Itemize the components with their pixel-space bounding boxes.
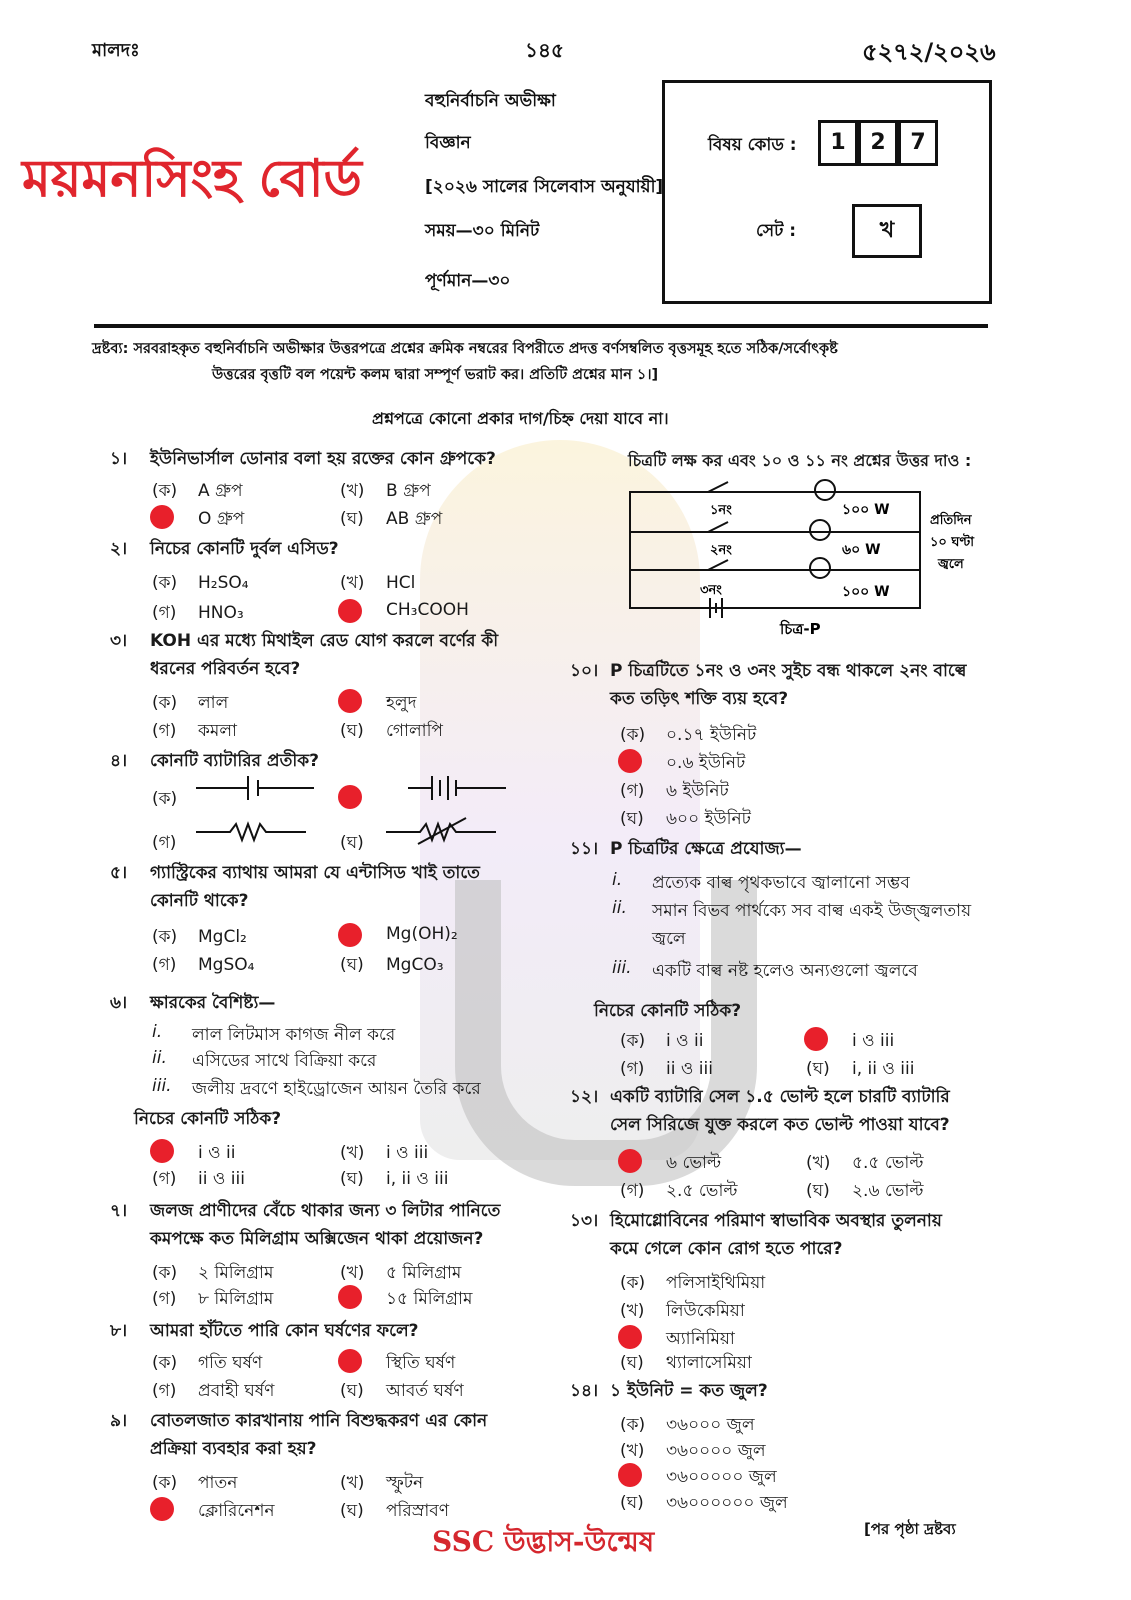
question-number: ৮। (110, 1321, 128, 1341)
option[interactable] (152, 718, 237, 746)
option[interactable] (620, 1438, 766, 1466)
option-text: লাল (198, 693, 229, 713)
marked-answer-icon (338, 785, 362, 809)
question-number: ১১। (570, 839, 599, 859)
option[interactable] (620, 1490, 788, 1518)
option-text: পরিস্রাবণ (386, 1501, 450, 1521)
option-label: (ক) (152, 481, 178, 501)
option-label: (খ) (620, 1441, 645, 1461)
switch-1-label: ১নং (710, 503, 732, 518)
option-label: (গ) (152, 955, 177, 975)
next-page-note: [পর পৃষ্ঠা দ্রষ্টব্য (864, 1520, 956, 1538)
option-text: ২.৫ ভোল্ট (666, 1181, 738, 1201)
bulb-1-label: ১০০ W (842, 502, 890, 518)
question-text: কমপক্ষে কত মিলিগ্রাম অক্সিজেন থাকা প্রয়োজন? (150, 1229, 484, 1249)
question-text: জলজ প্রাণীদের বেঁচে থাকার জন্য ৩ লিটার পানিতে (150, 1201, 501, 1221)
option-text: A গ্রুপ (198, 481, 243, 501)
statement-numeral: ii. (152, 1048, 167, 1068)
diagram-caption: চিত্রটি লক্ষ কর এবং ১০ ও ১১ নং প্রশ্নের উত্তর দাও : (628, 451, 972, 470)
option-text: ৫.৫ ভোল্ট (852, 1153, 924, 1173)
question-text: সেল সিরিজে যুক্ত করলে কত ভোল্ট পাওয়া যাবে? (610, 1115, 950, 1135)
question-number: ২। (110, 539, 128, 559)
statement-text: একটি বাল্ব নষ্ট হলেও অন্যগুলো জ্বলবে (652, 961, 918, 981)
option-label: (ঘ) (620, 1353, 644, 1373)
diagram-note-1: প্রতিদিন (930, 513, 972, 528)
option-label: (ক) (152, 789, 178, 809)
question-text: ধরনের পরিবর্তন হবে? (150, 659, 301, 679)
question-number: ৩। (110, 631, 128, 651)
question-text: P চিত্রটিতে ১নং ও ৩নং সুইচ বন্ধ থাকলে ২নং বাল্বে (610, 661, 967, 681)
page-number: ১৪৫ (525, 38, 564, 62)
option-text: হলুদ (386, 693, 417, 713)
option-label: (খ) (340, 1143, 365, 1163)
question-text: ইউনিভার্সাল ডোনার বলা হয় রক্তের কোন গ্রুপকে? (150, 449, 496, 469)
exam-time: সময়—৩০ মিনিট (425, 221, 540, 241)
statement-text: জলীয় দ্রবণে হাইড্রোজেন আয়ন তৈরি করে (192, 1079, 481, 1099)
option-text: লিউকেমিয়া (666, 1301, 745, 1321)
option-label: (গ) (152, 1169, 177, 1189)
option[interactable] (340, 1166, 448, 1194)
question-text: ক্ষারকের বৈশিষ্ট্য— (150, 993, 276, 1013)
option-label: (খ) (806, 1153, 831, 1173)
option[interactable] (340, 1498, 449, 1526)
question-ask: নিচের কোনটি সঠিক? (134, 1109, 282, 1129)
option-label: (ঘ) (340, 955, 364, 975)
option[interactable] (620, 1464, 777, 1492)
marked-answer-icon (150, 505, 174, 529)
option-text: ৩৬০০০০ জুল (666, 1441, 766, 1461)
code-digit-1: 1 (818, 120, 858, 166)
option-label: (ক) (152, 693, 178, 713)
board-title: ময়মনসিংহ বোর্ড (22, 148, 362, 209)
option[interactable] (340, 506, 442, 534)
option-text: ক্লোরিনেশন (198, 1501, 275, 1521)
option-text: গোলাপি (386, 721, 443, 741)
set-label: সেট : (756, 221, 797, 241)
marked-answer-icon (150, 1497, 174, 1521)
question-text: একটি ব্যাটারি সেল ১.৫ ভোল্ট হলে চারটি ব্যাটারি (610, 1087, 950, 1107)
option-text: কমলা (198, 721, 237, 741)
option[interactable] (152, 786, 198, 814)
option-text: আবর্ত ঘর্ষণ (386, 1381, 464, 1401)
marked-answer-icon (618, 1463, 642, 1487)
full-marks: পূর্ণমান—৩০ (425, 271, 511, 291)
option-label: (ঘ) (340, 509, 364, 529)
marked-answer-icon (804, 1027, 828, 1051)
statement-text: এসিডের সাথে বিক্রিয়া করে (192, 1051, 377, 1071)
question-text: কোনটি থাকে? (150, 891, 249, 911)
subject-code-label: বিষয় কোড : (708, 135, 797, 155)
option[interactable] (340, 1260, 461, 1288)
option-text: HCl (386, 573, 416, 593)
option-label: (ঘ) (620, 809, 644, 829)
question-number: ৬। (110, 993, 128, 1013)
option-label: (গ) (152, 833, 177, 853)
option[interactable] (620, 1056, 713, 1084)
marked-answer-icon (618, 1149, 642, 1173)
option-text: i ও ii (666, 1031, 704, 1051)
option-label: (গ) (152, 1289, 177, 1309)
option-label: (ক) (620, 1415, 646, 1435)
option-label: (খ) (340, 481, 365, 501)
option-label: (ক) (152, 1353, 178, 1373)
option-text: ii ও iii (666, 1059, 713, 1079)
question-text: কমে গেলে কোন রোগ হতে পারে? (610, 1239, 843, 1259)
option-text: পাতন (198, 1473, 238, 1493)
option[interactable] (152, 1470, 237, 1498)
option-text: অ্যানিমিয়া (666, 1329, 735, 1349)
option-label: (ঘ) (340, 1381, 364, 1401)
option-text: i, ii ও iii (852, 1059, 915, 1079)
question-number: ১৪। (570, 1381, 599, 1401)
header-code: ৫২৭২/২০২৬ (862, 38, 996, 66)
switch-2-label: ২নং (710, 543, 732, 558)
code-digit-2: 2 (858, 120, 898, 166)
statement-numeral: i. (612, 870, 623, 890)
diagram-note-2: ১০ ঘণ্টা (930, 535, 974, 550)
option[interactable] (620, 1270, 765, 1298)
option-text: ২.৬ ভোল্ট (852, 1181, 924, 1201)
question-text: কত তড়িৎ শক্তি ব্যয় হবে? (610, 689, 789, 709)
question-text: কোনটি ব্যাটারির প্রতীক? (150, 751, 319, 771)
question-text: P চিত্রটির ক্ষেত্রে প্রযোজ্য— (610, 839, 802, 859)
option[interactable] (620, 1178, 738, 1206)
option[interactable] (152, 600, 244, 628)
option[interactable] (152, 1286, 273, 1314)
option-text: ৮ মিলিগ্রাম (198, 1289, 274, 1309)
option-label: (ক) (152, 1473, 178, 1493)
statement-numeral: iii. (612, 958, 632, 978)
option-text: HNO₃ (198, 603, 244, 623)
option-text: পলিসাইথিমিয়া (666, 1273, 766, 1293)
option[interactable] (620, 1298, 745, 1326)
option-text: MgSO₄ (198, 955, 255, 975)
option[interactable] (340, 1470, 423, 1498)
bulb-2-label: ৬০ W (842, 542, 881, 558)
option-label: (খ) (620, 1301, 645, 1321)
option-label: (ঘ) (340, 721, 364, 741)
question-number: ৯। (110, 1411, 128, 1431)
bulb-3-label: ১০০ W (842, 584, 890, 600)
option-label: (ক) (152, 1263, 178, 1283)
option-text: গতি ঘর্ষণ (198, 1353, 263, 1373)
option-text: প্রবাহী ঘর্ষণ (198, 1381, 275, 1401)
header-divider (94, 324, 988, 328)
option-label: (ক) (620, 1273, 646, 1293)
question-text: গ্যাস্ট্রিকের ব্যাথায় আমরা যে এন্টাসিড খাই তাতে (150, 863, 480, 883)
option-text: ৫ মিলিগ্রাম (386, 1263, 462, 1283)
option-label: (গ) (152, 721, 177, 741)
option-text: H₂SO₄ (198, 573, 249, 593)
marked-answer-icon (338, 689, 362, 713)
statement-numeral: iii. (152, 1076, 172, 1096)
option[interactable] (152, 478, 243, 506)
option[interactable] (152, 690, 228, 718)
option[interactable] (152, 952, 254, 980)
switch-3-label: ৩নং (700, 583, 722, 598)
option[interactable] (152, 830, 198, 858)
marked-answer-icon (338, 923, 362, 947)
question-ask: নিচের কোনটি সঠিক? (594, 1001, 742, 1021)
statement-numeral: ii. (612, 898, 627, 918)
option-label: (গ) (152, 603, 177, 623)
question-text: হিমোগ্লোবিনের পরিমাণ স্বাভাবিক অবস্থার তুলনায় (610, 1211, 942, 1231)
question-text: KOH এর মধ্যে মিথাইল রেড যোগ করলে বর্ণের কী (150, 631, 499, 651)
option-label: (ঘ) (806, 1059, 830, 1079)
option[interactable] (806, 1056, 914, 1084)
option-text: ii ও iii (198, 1169, 245, 1189)
subject-name: বিজ্ঞান (425, 133, 471, 153)
option[interactable] (340, 1140, 428, 1168)
option-label: (খ) (340, 1473, 365, 1493)
option-label: (খ) (340, 573, 365, 593)
option[interactable] (340, 830, 386, 858)
option-text: O গ্রুপ (198, 509, 245, 529)
option[interactable] (340, 570, 415, 598)
option-label: (ঘ) (340, 1169, 364, 1189)
marked-answer-icon (338, 1285, 362, 1309)
option-text: CH₃COOH (386, 600, 469, 620)
option-text: ১৫ মিলিগ্রাম (386, 1289, 473, 1309)
option[interactable] (152, 1260, 273, 1288)
option[interactable] (340, 478, 431, 506)
option-text: স্ফুটন (386, 1473, 424, 1493)
option-label: (ক) (152, 573, 178, 593)
option-text: AB গ্রুপ (386, 509, 443, 529)
option-label: (ঘ) (620, 1493, 644, 1513)
marked-answer-icon (338, 599, 362, 623)
option-text: i, ii ও iii (386, 1169, 449, 1189)
option[interactable] (152, 1166, 245, 1194)
option[interactable] (340, 718, 443, 746)
option-label: (গ) (620, 1181, 645, 1201)
option-text: ৩৬০০০০০ জুল (666, 1467, 777, 1487)
option-label: (ক) (620, 725, 646, 745)
statement-text: জ্বলে (652, 929, 686, 949)
option[interactable] (620, 1412, 755, 1440)
instruction-line-3: প্রশ্নপত্রে কোনো প্রকার দাগ/চিহ্ন দেয়া যাবে না। (372, 409, 669, 428)
statement-text: লাল লিটমাস কাগজ নীল করে (192, 1025, 396, 1045)
option-text: i ও iii (852, 1031, 895, 1051)
option-text: MgCO₃ (386, 955, 444, 975)
exam-type: বহুনির্বাচনি অভীক্ষা (425, 91, 556, 111)
footer-brand: SSC উদ্ভাস-উন্মেষ (432, 1525, 655, 1558)
question-text: প্রক্রিয়া ব্যবহার করা হয়? (150, 1439, 317, 1459)
option[interactable] (806, 1150, 923, 1178)
option-text: ৩৬০০০০০০ জুল (666, 1493, 788, 1513)
question-text: আমরা হাঁটতে পারি কোন ঘর্ষণের ফলে? (150, 1321, 419, 1341)
option[interactable] (620, 806, 751, 834)
option[interactable] (152, 1350, 262, 1378)
option-label: (গ) (152, 1381, 177, 1401)
question-text: নিচের কোনটি দুর্বল এসিড? (150, 539, 339, 559)
option-label: (ঘ) (340, 1501, 364, 1521)
question-number: ১২। (570, 1087, 599, 1107)
option-text: ২ মিলিগ্রাম (198, 1263, 274, 1283)
option-text: ৬ ভোল্ট (666, 1153, 722, 1173)
option-text: ৬ ইউনিট (666, 781, 729, 801)
option-label: (গ) (620, 1059, 645, 1079)
question-text: বোতলজাত কারখানায় পানি বিশুদ্ধকরণ এর কোন (150, 1411, 488, 1431)
option-text: ৬০০ ইউনিট (666, 809, 751, 829)
option-label: (ক) (152, 927, 178, 947)
question-number: ৭। (110, 1201, 128, 1221)
option-text: B গ্রুপ (386, 481, 431, 501)
diagram-note-3: জ্বলে (938, 557, 964, 572)
marked-answer-icon (338, 1349, 362, 1373)
option-text: স্থিতি ঘর্ষণ (386, 1353, 456, 1373)
option[interactable] (620, 1028, 704, 1056)
option-label: (ক) (620, 1031, 646, 1051)
instruction-line-2: উত্তরের বৃত্তটি বল পয়েন্ট কলম দ্বারা সম্পূর্ণ ভরাট কর। প্রতিটি প্রশ্নের মান ১।] (212, 367, 659, 383)
option[interactable] (340, 952, 444, 980)
header-left: মালদঃ (92, 40, 140, 61)
option[interactable] (620, 1350, 752, 1378)
option-text: ৩৬০০০ জুল (666, 1415, 755, 1435)
statement-text: প্রত্যেক বাল্ব পৃথকভাবে জ্বালানো সম্ভব (652, 873, 910, 893)
option-label: (খ) (340, 1263, 365, 1283)
set-value: খ (852, 204, 922, 258)
question-number: ৪। (110, 751, 128, 771)
statement-numeral: i. (152, 1022, 163, 1042)
marked-answer-icon (150, 1139, 174, 1163)
option-text: i ও ii (198, 1143, 236, 1163)
question-number: ১। (110, 449, 128, 469)
question-number: ৫। (110, 863, 128, 883)
option[interactable] (152, 570, 249, 598)
statement-text: সমান বিভব পার্থক্যে সব বাল্ব একই উজ্জ্বলতায় (652, 901, 972, 921)
question-number: ১৩। (570, 1211, 599, 1231)
instruction-line-1: দ্রষ্টব্য: সরবরাহকৃত বহুনির্বাচনি অভীক্ষার উত্তরপত্রে প্রশ্নের ক্রমিক নম্বরের বিপরীতে প্রদত্ত বর্ণসম্বলিত বৃত্তসমূহ হতে সঠিক/সর্বোৎকৃষ্ট (92, 341, 838, 357)
option[interactable] (340, 1378, 464, 1406)
option-text: থ্যালাসেমিয়া (666, 1353, 752, 1373)
marked-answer-icon (618, 749, 642, 773)
option[interactable] (152, 1378, 274, 1406)
option-text: ০.১৭ ইউনিট (666, 725, 757, 745)
option[interactable] (620, 722, 756, 750)
option-text: i ও iii (386, 1143, 429, 1163)
option-text: ০.৬ ইউনিট (666, 753, 746, 773)
option-text: MgCl₂ (198, 927, 247, 947)
code-digit-3: 7 (898, 120, 938, 166)
diagram-label: চিত্র-P (780, 620, 821, 638)
option[interactable] (620, 778, 729, 806)
option-label: (ঘ) (806, 1181, 830, 1201)
option-label: (গ) (620, 781, 645, 801)
syllabus-note: [২০২৬ সালের সিলেবাস অনুযায়ী] (425, 177, 664, 197)
question-number: ১০। (570, 661, 599, 681)
option-text: Mg(OH)₂ (386, 924, 458, 944)
option[interactable] (152, 924, 247, 952)
option[interactable] (806, 1178, 924, 1206)
option-label: (ঘ) (340, 833, 364, 853)
subject-code-box (662, 80, 992, 304)
question-text: ১ ইউনিট = কত জুল? (610, 1381, 768, 1401)
circuit-diagram (620, 470, 990, 640)
marked-answer-icon (618, 1325, 642, 1349)
